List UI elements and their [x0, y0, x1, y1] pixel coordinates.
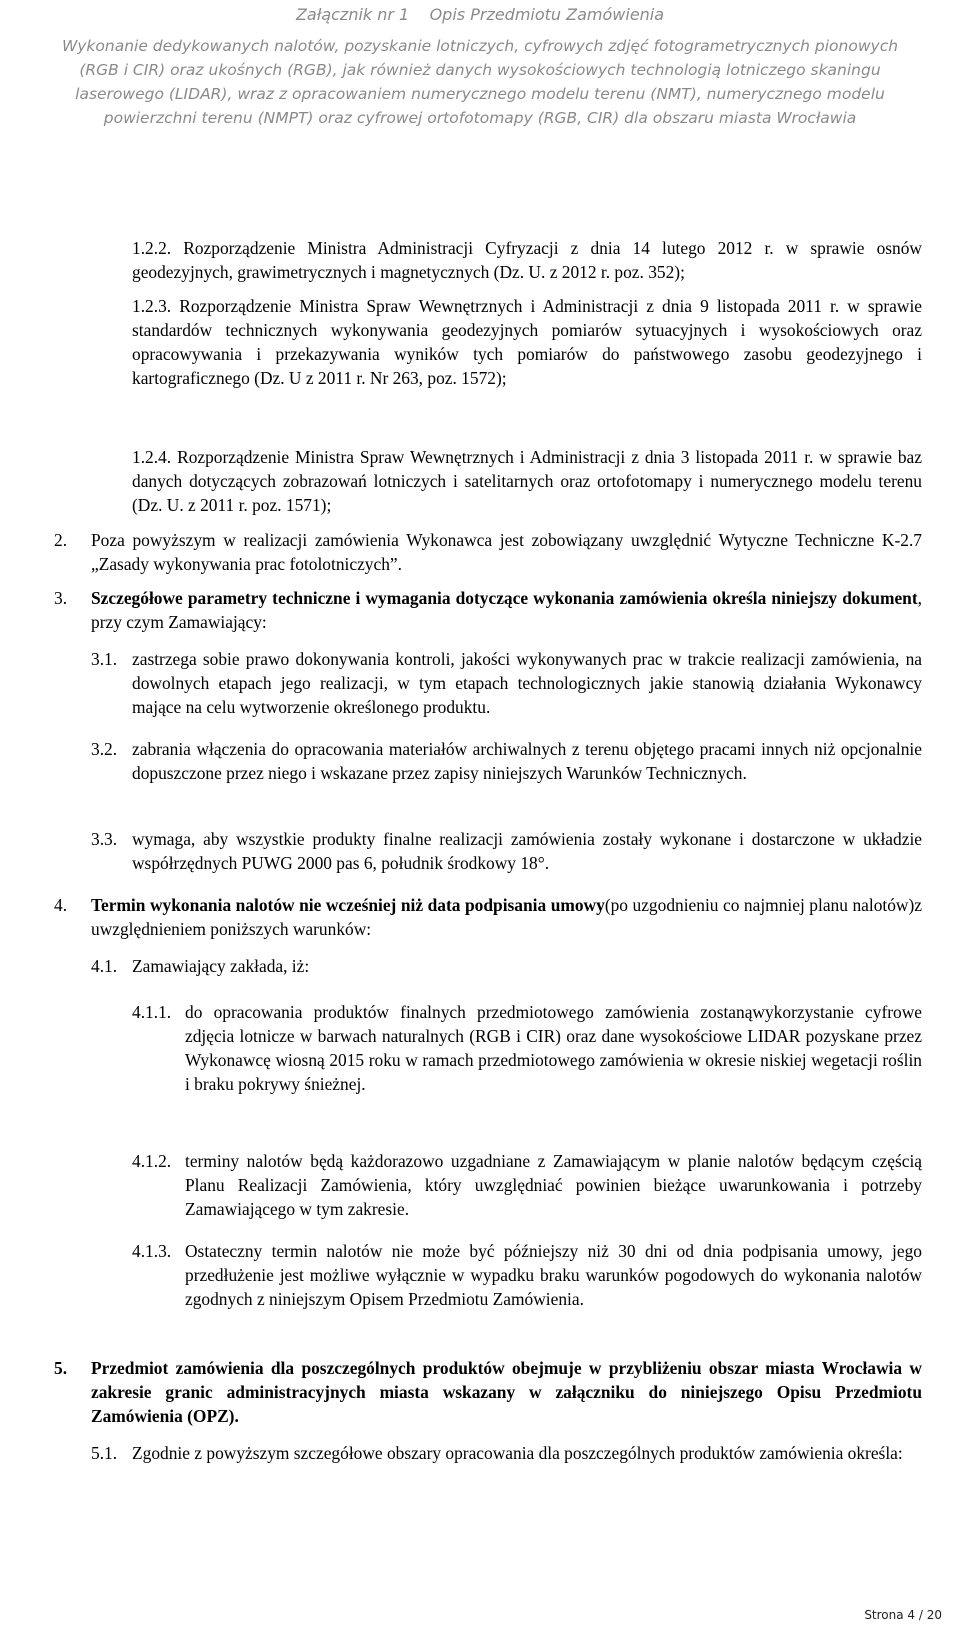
item-number: 2.: [54, 530, 68, 550]
item-bold-text: Szczegółowe parametry techniczne i wymagania dotyczące wykonania zamówienia określa niniejszy dokument: [91, 588, 918, 608]
item-number: 1.2.2.: [132, 238, 172, 258]
list-item-1-2-3: [132, 294, 922, 390]
item-bold-text: Przedmiot zamówienia dla poszczególnych produktów obejmuje w przybliżeniu obszar miasta Wrocławia w zakresie granic administracyjnych miasta wskazany w załączniku do niniejszego Opisu Przedmiotu Zamówienia (OPZ).: [91, 1358, 922, 1426]
list-item-3-2: [132, 737, 922, 785]
item-text: Rozporządzenie Ministra Administracji Cyfryzacji z dnia 14 lutego 2012 r. w sprawie osnów geodezyjnych, grawimetrycznych i magnetycznych (Dz. U. z 2012 r. poz. 352);: [132, 238, 922, 282]
list-item-4-1: [132, 954, 922, 978]
list-item-4-1-3: [185, 1239, 922, 1311]
item-number: 5.1.: [91, 1443, 118, 1463]
item-text: Poza powyższym w realizacji zamówienia Wykonawca jest zobowiązany uwzględnić Wytyczne Techniczne K-2.7 „Zasady wykonywania prac fotolotniczych”.: [91, 530, 922, 574]
list-item-2: [91, 528, 922, 576]
item-text: do opracowania produktów finalnych przedmiotowego zamówienia zostanąwykorzystanie cyfrowe zdjęcia lotnicze w barwach naturalnych (RGB i CIR) oraz dane wysokościowe LIDAR pozyskane przez Wykonawcę wiosną 2015 roku w ramach przedmiotowego zamówienia w okresie niskiej wegetacji roślin i braku pokrywy śnieżnej.: [185, 1002, 922, 1094]
item-text: zastrzega sobie prawo dokonywania kontroli, jakości wykonywanych prac w trakcie realizacji zamówienia, na dowolnych etapach jego realizacji, w tym etapach technologicznych jakie stanowią działania Wykonawcy mające na celu wytworzenie określonego produktu.: [132, 649, 922, 717]
item-text: zabrania włączenia do opracowania materiałów archiwalnych z terenu objętego pracami innych niż opcjonalnie dopuszczone przez niego i wskazane przez zapisy niniejszych Warunków Technicznych.: [132, 739, 922, 783]
item-text: wymaga, aby wszystkie produkty finalne realizacji zamówienia zostały wykonane i dostarczone w układzie współrzędnych PUWG 2000 pas 6, południk środkowy 18°.: [132, 829, 922, 873]
item-text: , przy czym Zamawiający:: [91, 588, 922, 632]
item-text: terminy nalotów będą każdorazowo uzgadniane z Zamawiającym w planie nalotów będącym częścią Planu Realizacji Zamówienia, który uwzględniać powinien bieżące uwarunkowania i potrzeby Zamawiającego w tym zakresie.: [185, 1151, 922, 1219]
item-text: Zgodnie z powyższym szczegółowe obszary opracowania dla poszczególnych produktów zamówienia określa:: [132, 1443, 903, 1463]
item-bold-text: Termin wykonania nalotów nie wcześniej niż data podpisania umowy: [91, 895, 605, 915]
page-number: Strona 4 / 20: [864, 1608, 942, 1622]
header-title: Załącznik nr 1 Opis Przedmiotu Zamówienia: [295, 5, 665, 24]
item-number: 3.2.: [91, 739, 118, 759]
list-item-1-2-2: [132, 236, 922, 284]
item-number: 1.2.4.: [132, 447, 172, 467]
item-text: Ostateczny termin nalotów nie może być późniejszy niż 30 dni od dnia podpisania umowy, jego przedłużenie jest możliwe wyłącznie w wypadku braku warunków pogodowych do wykonania nalotów zgodnych z niniejszym Opisem Przedmiotu Zamówienia.: [185, 1241, 922, 1309]
item-number: 1.2.3.: [132, 296, 172, 316]
item-number: 4.1.3.: [132, 1241, 172, 1261]
item-number: 3.3.: [91, 829, 118, 849]
list-item-3: [91, 586, 922, 634]
header-subtitle-line: Wykonanie dedykowanych nalotów, pozyskanie lotniczych, cyfrowych zdjęć fotogrametrycznych pionowych: [61, 37, 899, 55]
item-number: 3.1.: [91, 649, 118, 669]
item-text: Rozporządzenie Ministra Spraw Wewnętrznych i Administracji z dnia 3 listopada 2011 r. w sprawie baz danych dotyczących zobrazowań lotniczych i satelitarnych oraz ortofotomapy i numerycznego modelu terenu (Dz. U. z 2011 r. poz. 1571);: [132, 447, 922, 515]
list-item-3-1: [132, 647, 922, 719]
list-item-4-1-1: [185, 1000, 922, 1096]
item-number: 4.1.: [91, 956, 118, 976]
list-item-4: [91, 893, 922, 941]
item-number: 4.1.1.: [132, 1002, 172, 1022]
item-text: Zamawiający zakłada, iż:: [132, 956, 310, 976]
item-number: 4.1.2.: [132, 1151, 172, 1171]
list-item-5-1: [132, 1441, 922, 1465]
item-number: 3.: [54, 588, 68, 608]
list-item-5: [91, 1356, 922, 1428]
item-number: 5.: [54, 1358, 68, 1378]
item-text: Rozporządzenie Ministra Spraw Wewnętrznych i Administracji z dnia 9 listopada 2011 r. w sprawie standardów technicznych wykonywania geodezyjnych pomiarów sytuacyjnych i wysokościowych oraz opracowywania i przekazywania wyników tych pomiarów do państwowego zasobu geodezyjnego i kartograficznego (Dz. U z 2011 r. Nr 263, poz. 1572);: [132, 296, 923, 388]
item-number: 4.: [54, 895, 68, 915]
header-subtitle-line: powierzchni terenu (NMPT) oraz cyfrowej ortofotomapy (RGB, CIR) dla obszaru miasta Wrocławia: [103, 109, 857, 127]
list-item-4-1-2: [185, 1149, 922, 1221]
header-subtitle-line: (RGB i CIR) oraz ukośnych (RGB), jak również danych wysokościowych technologią lotniczego skaningu: [79, 61, 881, 79]
header-subtitle-line: laserowego (LIDAR), wraz z opracowaniem numerycznego modelu terenu (NMT), numerycznego modelu: [75, 85, 885, 103]
item-text: (po uzgodnieniu co najmniej planu nalotów)z uwzględnieniem poniższych warunków:: [91, 895, 922, 939]
list-item-1-2-4: [132, 445, 922, 517]
list-item-3-3: [132, 827, 922, 875]
